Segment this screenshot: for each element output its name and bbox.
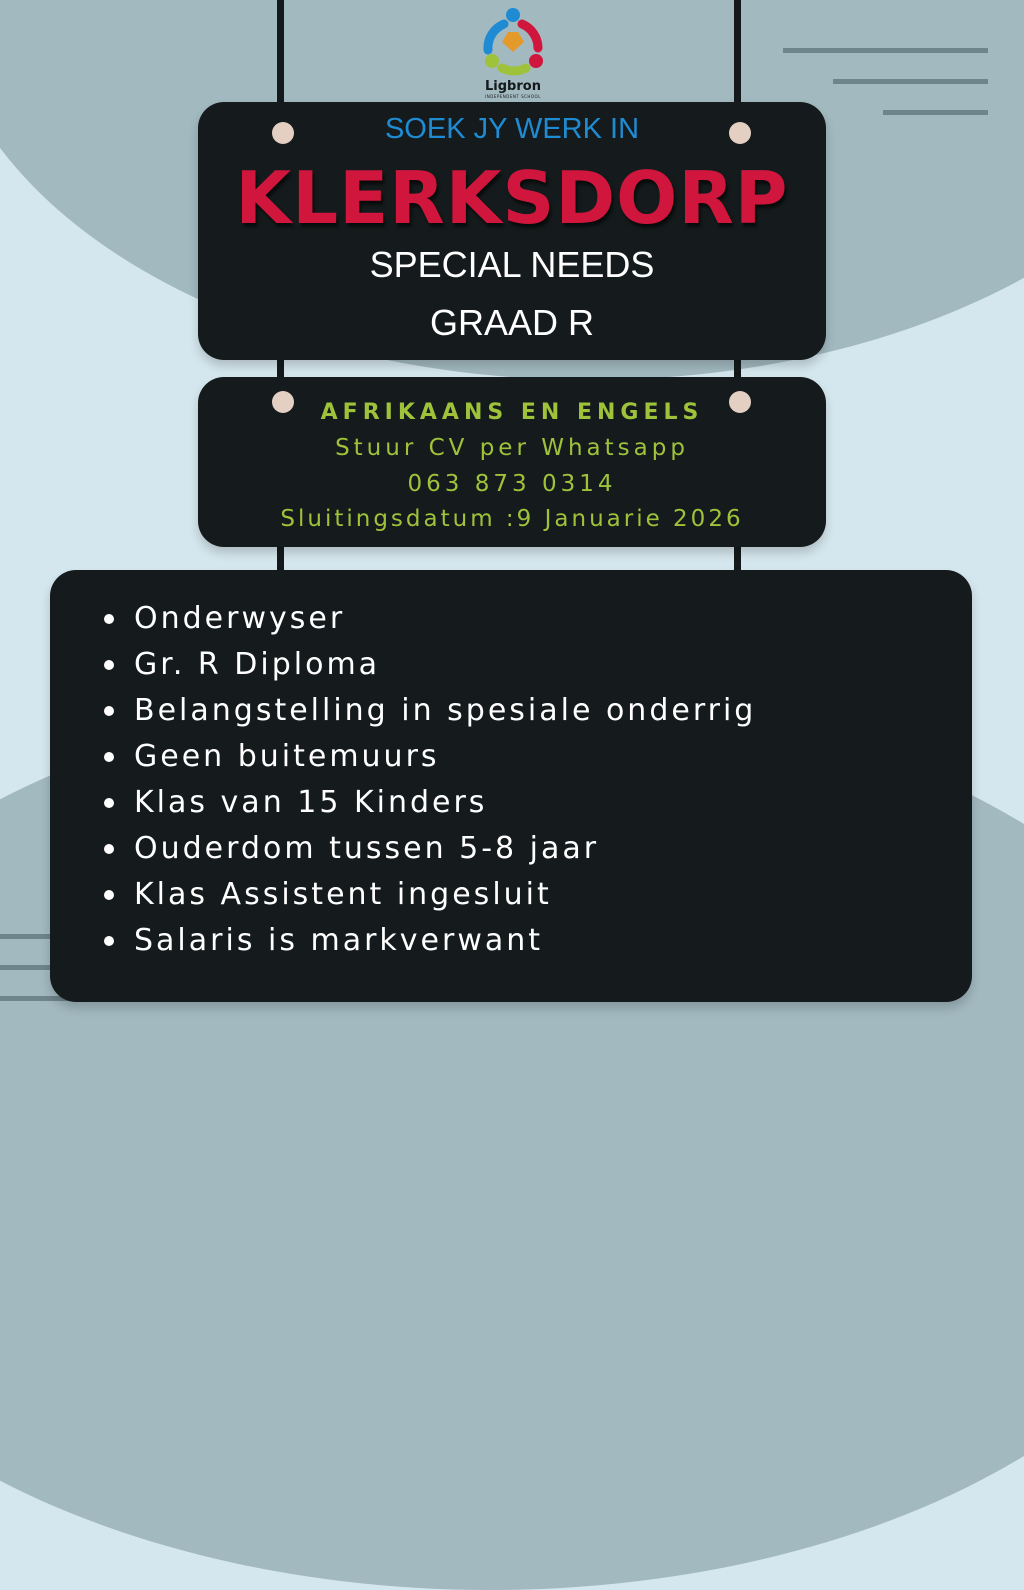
list-item: Salaris is markverwant xyxy=(104,918,756,964)
cv-instruction: Stuur CV per Whatsapp xyxy=(335,435,689,461)
deco-line xyxy=(0,934,50,939)
deco-line xyxy=(833,79,988,84)
role-line-2: GRAAD R xyxy=(429,302,595,343)
list-item: Belangstelling in spesiale onderrig xyxy=(104,688,756,734)
phone-number: 063 873 0314 xyxy=(407,471,617,497)
list-item: Geen buitemuurs xyxy=(104,734,756,780)
requirements-list xyxy=(104,596,756,964)
list-item: Ouderdom tussen 5-8 jaar xyxy=(104,826,756,872)
logo-icon xyxy=(478,6,548,78)
school-logo xyxy=(478,6,548,102)
list-item: Onderwyser xyxy=(104,596,756,642)
languages-text: AFRIKAANS EN ENGELS xyxy=(320,400,704,425)
list-item: Klas Assistent ingesluit xyxy=(104,872,756,918)
logo-name: Ligbron xyxy=(485,79,541,94)
headline-subtitle: SOEK JY WERK IN xyxy=(384,113,640,145)
role-line-1: SPECIAL NEEDS xyxy=(369,244,655,285)
headline-city: KLERKSDORP xyxy=(235,156,789,240)
list-item: Gr. R Diploma xyxy=(104,642,756,688)
deco-line xyxy=(783,48,988,53)
deco-line xyxy=(883,110,988,115)
list-item: Klas van 15 Kinders xyxy=(104,780,756,826)
closing-date: Sluitingsdatum :9 Januarie 2026 xyxy=(280,506,744,532)
logo-subtitle: INDEPENDENT SCHOOL xyxy=(485,94,541,99)
